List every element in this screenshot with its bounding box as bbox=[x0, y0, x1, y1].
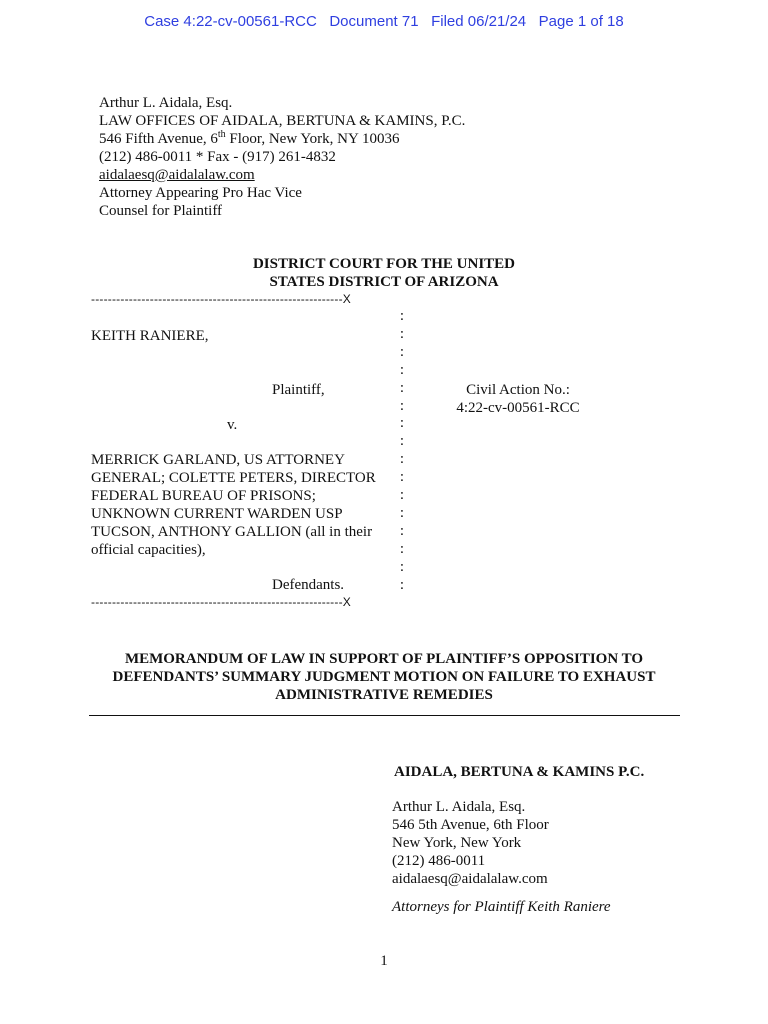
document-title bbox=[84, 650, 684, 704]
defendant-line: GENERAL; COLETTE PETERS, DIRECTOR bbox=[91, 470, 376, 486]
pro-hac-vice-status: Attorney Appearing Pro Hac Vice bbox=[99, 185, 302, 201]
defendant-line: TUCSON, ANTHONY GALLION (all in their bbox=[91, 524, 373, 540]
title-line-3: ADMINISTRATIVE REMEDIES bbox=[275, 687, 493, 703]
signature-address-2: New York, New York bbox=[392, 835, 522, 851]
document-number: Document 71 bbox=[329, 13, 419, 30]
firm-name: LAW OFFICES OF AIDALA, BERTUNA & KAMINS, P.C. bbox=[99, 113, 466, 129]
signature-firm: AIDALA, BERTUNA & KAMINS P.C. bbox=[394, 764, 645, 780]
email-link[interactable]: aidalaesq@aidalalaw.com bbox=[99, 167, 255, 183]
signature-phone: (212) 486-0011 bbox=[392, 853, 486, 869]
defendants-list bbox=[91, 451, 376, 559]
counsel-role: Counsel for Plaintiff bbox=[99, 203, 223, 219]
title-line-2: DEFENDANTS’ SUMMARY JUDGMENT MOTION ON FAILURE TO EXHAUST bbox=[112, 669, 656, 685]
court-line-2: STATES DISTRICT OF ARIZONA bbox=[269, 274, 499, 290]
attorney-block bbox=[99, 94, 465, 220]
defendant-line: official capacities), bbox=[91, 542, 206, 558]
plaintiff-label: Plaintiff, bbox=[272, 382, 325, 398]
signature-address-1: 546 5th Avenue, 6th Floor bbox=[392, 817, 549, 833]
caption-divider-top: ------------------------------------------------------------X bbox=[91, 292, 351, 306]
page-indicator: Page 1 of 18 bbox=[538, 13, 624, 30]
phone-fax: (212) 486-0011 * Fax - (917) 261-4832 bbox=[99, 149, 336, 165]
caption-divider-bottom: ------------------------------------------------------------X bbox=[91, 595, 351, 609]
signature-block bbox=[392, 798, 549, 888]
defendant-line: MERRICK GARLAND, US ATTORNEY bbox=[91, 452, 345, 468]
court-line-1: DISTRICT COURT FOR THE UNITED bbox=[252, 256, 516, 272]
civil-action-label: Civil Action No.: bbox=[466, 382, 570, 398]
versus: v. bbox=[227, 417, 238, 433]
case-number: Case 4:22-cv-00561-RCC bbox=[144, 13, 317, 30]
attorneys-for: Attorneys for Plaintiff Keith Raniere bbox=[392, 899, 611, 915]
defendant-line: FEDERAL BUREAU OF PRISONS; bbox=[91, 488, 316, 504]
defendants-label: Defendants. bbox=[272, 577, 345, 593]
attorney-name: Arthur L. Aidala, Esq. bbox=[99, 95, 233, 111]
title-line-1: MEMORANDUM OF LAW IN SUPPORT OF PLAINTIFF’S OPPOSITION TO bbox=[124, 651, 644, 667]
plaintiff-name: KEITH RANIERE, bbox=[91, 328, 209, 344]
page-number: 1 bbox=[380, 953, 388, 969]
civil-action-block bbox=[438, 381, 598, 417]
signature-email: aidalaesq@aidalalaw.com bbox=[392, 871, 548, 887]
signature-name: Arthur L. Aidala, Esq. bbox=[392, 799, 526, 815]
title-rule bbox=[89, 715, 680, 716]
ecf-header bbox=[0, 13, 768, 30]
court-heading bbox=[184, 255, 584, 291]
filed-date: Filed 06/21/24 bbox=[431, 13, 527, 30]
civil-action-number: 4:22-cv-00561-RCC bbox=[456, 400, 580, 416]
firm-address: 546 Fifth Avenue, 6th Floor, New York, NY 10036 bbox=[99, 129, 400, 147]
defendant-line: UNKNOWN CURRENT WARDEN USP bbox=[91, 506, 343, 522]
caption-colon-column: : : : : : : : : : : : : : : : : bbox=[399, 308, 405, 593]
